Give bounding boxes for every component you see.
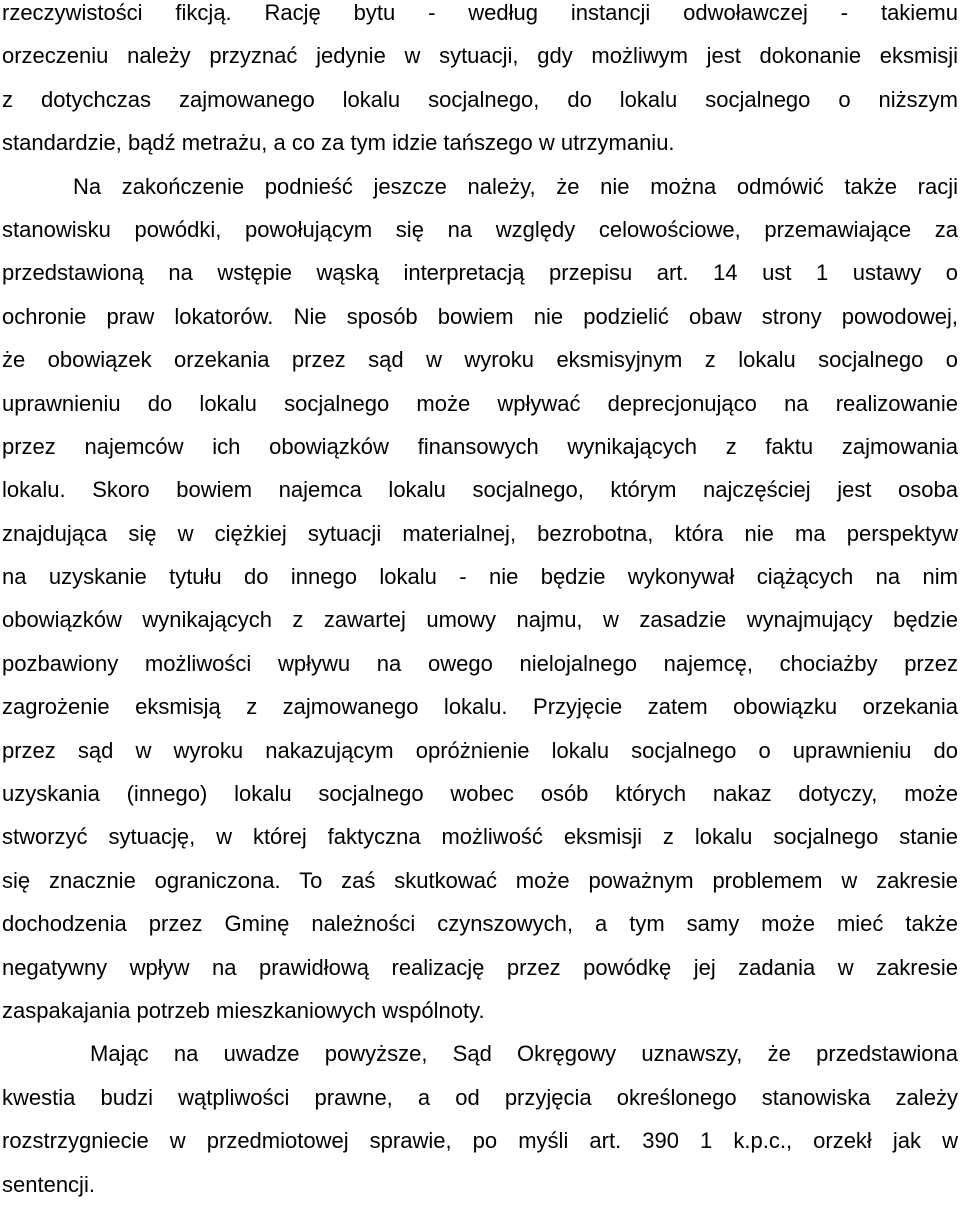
text-line-21: się znacznie ograniczona. To zaś skutkować może poważnym problemem w zakresie — [2, 867, 958, 893]
text-line-20: stworzyć sytuację, w której faktyczna możliwość eksmisji z lokalu socjalnego stanie — [2, 824, 958, 850]
text-line-18: przez sąd w wyroku nakazującym opróżnienie lokalu socjalnego o uprawnieniu do — [2, 737, 958, 763]
text-line-23: negatywny wpływ na prawidłową realizację przez powódkę jej zadania w zakresie — [2, 954, 958, 980]
paragraph-start-line-5: Na zakończenie podnieść jeszcze należy, że nie można odmówić także racji — [73, 173, 958, 199]
text-line-6: stanowisku powódki, powołującym się na względy celowościowe, przemawiające za — [2, 216, 958, 242]
text-line-8: ochronie praw lokatorów. Nie sposób bowiem nie podzielić obaw strony powodowej, — [2, 303, 958, 329]
text-line-22: dochodzenia przez Gminę należności czynszowych, a tym samy może mieć także — [2, 911, 958, 937]
text-line-15: obowiązków wynikających z zawartej umowy najmu, w zasadzie wynajmujący będzie — [2, 607, 958, 633]
text-line-4: standardzie, bądź metrażu, a co za tym idzie tańszego w utrzymaniu. — [2, 130, 675, 156]
text-line-9: że obowiązek orzekania przez sąd w wyroku eksmisyjnym z lokalu socjalnego o — [2, 347, 958, 373]
text-line-28: sentencji. — [2, 1171, 95, 1197]
text-line-7: przedstawioną na wstępie wąską interpretacją przepisu art. 14 ust 1 ustawy o — [2, 260, 958, 286]
text-line-26: kwestia budzi wątpliwości prawne, a od przyjęcia określonego stanowiska zależy — [2, 1084, 958, 1110]
text-line-17: zagrożenie eksmisją z zajmowanego lokalu. Przyjęcie zatem obowiązku orzekania — [2, 694, 958, 720]
text-line-24: zaspakajania potrzeb mieszkaniowych wspólnoty. — [2, 997, 485, 1023]
text-line-1: rzeczywistości fikcją. Rację bytu - według instancji odwoławczej - takiemu — [2, 0, 958, 25]
text-line-10: uprawnieniu do lokalu socjalnego może wpływać deprecjonująco na realizowanie — [2, 390, 958, 416]
text-line-16: pozbawiony możliwości wpływu na owego nielojalnego najemcę, chociażby przez — [2, 650, 958, 676]
text-line-3: z dotychczas zajmowanego lokalu socjalnego, do lokalu socjalnego o niższym — [2, 86, 958, 112]
text-line-11: przez najemców ich obowiązków finansowych wynikających z faktu zajmowania — [2, 433, 958, 459]
text-line-14: na uzyskanie tytułu do innego lokalu - nie będzie wykonywał ciążących na nim — [2, 564, 958, 590]
text-line-19: uzyskania (innego) lokalu socjalnego wobec osób których nakaz dotyczy, może — [2, 781, 958, 807]
text-line-27: rozstrzygniecie w przedmiotowej sprawie, po myśli art. 390 1 k.p.c., orzekł jak w — [2, 1128, 958, 1154]
paragraph-start-line-25: Mając na uwadze powyższe, Sąd Okręgowy uznawszy, że przedstawiona — [90, 1041, 958, 1067]
text-line-2: orzeczeniu należy przyznać jedynie w sytuacji, gdy możliwym jest dokonanie eksmisji — [2, 43, 958, 69]
text-line-12: lokalu. Skoro bowiem najemca lokalu socjalnego, którym najczęściej jest osoba — [2, 477, 958, 503]
text-line-13: znajdująca się w ciężkiej sytuacji materialnej, bezrobotna, która nie ma perspektyw — [2, 520, 958, 546]
